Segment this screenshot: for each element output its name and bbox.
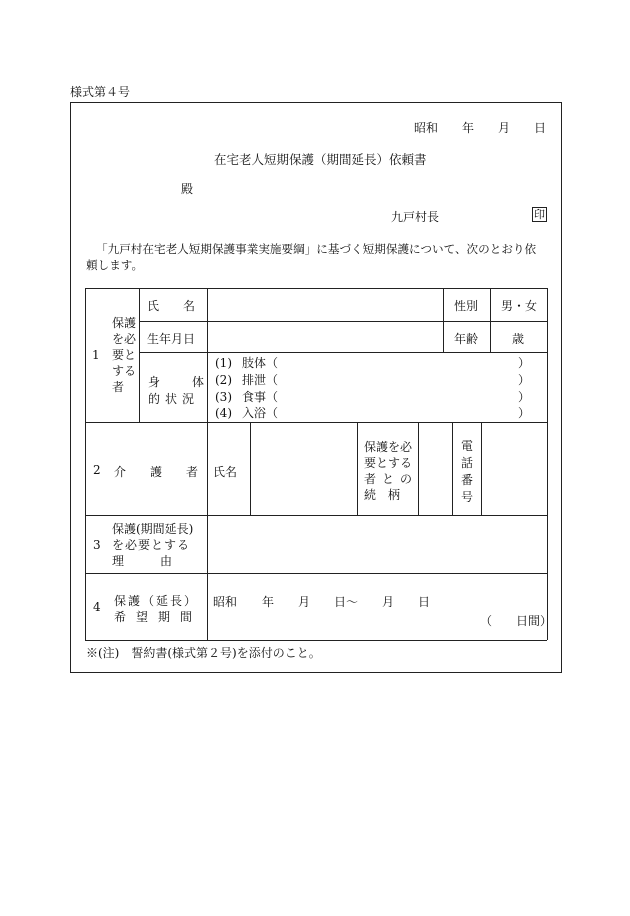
dob-label: 生年月日 — [147, 332, 196, 346]
relation-label: 保護を必 要とする 者との 続 柄 — [364, 440, 419, 502]
phone-field[interactable] — [483, 424, 545, 515]
date-year: 年 — [462, 121, 475, 135]
period-era: 昭和 — [213, 595, 238, 609]
physical-label-1: 身 体 — [148, 375, 215, 389]
phone-label: 電 話 番 号 — [461, 439, 474, 504]
physical-item-3[interactable]: (3) 食事（ ） — [215, 390, 530, 404]
date-month: 月 — [498, 121, 511, 135]
addressee-suffix: 殿 — [181, 182, 194, 196]
date-era: 昭和 — [414, 121, 439, 135]
reason-label: 保護(期間延長) を必要とする 理 由 — [112, 522, 194, 568]
name-label: 氏 名 — [147, 299, 196, 313]
period-label-2: 希望期間 — [114, 610, 203, 624]
age-unit: 歳 — [512, 332, 525, 346]
period-label-1: 保護（延長） — [114, 594, 199, 608]
name-field[interactable] — [208, 289, 443, 320]
physical-item-4[interactable]: (4) 入浴（ ） — [215, 406, 530, 420]
physical-item-2[interactable]: (2) 排泄（ ） — [215, 373, 530, 387]
period-year: 年 — [262, 595, 275, 609]
section-1-number: 1 — [92, 348, 100, 362]
issuer-name: 九戸村長 — [391, 210, 440, 224]
intro-line-2: 頼します。 — [86, 258, 144, 272]
caregiver-name-field[interactable] — [251, 424, 355, 515]
section-3-number: 3 — [93, 538, 101, 552]
date-day: 日 — [534, 121, 547, 135]
dob-field[interactable] — [208, 322, 443, 352]
caregiver-label: 介 護 者 — [114, 465, 205, 479]
period-month-2: 月 — [382, 595, 395, 609]
physical-label-2: 的状況 — [148, 392, 200, 406]
section-1-label: 保護 を必 要と する 者 — [112, 316, 137, 394]
form-number: 様式第４号 — [70, 85, 131, 99]
section-2-number: 2 — [93, 463, 101, 477]
period-day-2: 日 — [418, 595, 431, 609]
period-day-from: 日〜 — [334, 595, 359, 609]
section-4-number: 4 — [93, 600, 101, 614]
document-title: 在宅老人短期保護（期間延長）依頼書 — [214, 152, 427, 167]
reason-field[interactable] — [208, 516, 546, 572]
intro-line-1: 「九戸村在宅老人短期保護事業実施要綱」に基づく短期保護について、次のとおり依 — [96, 242, 537, 256]
gender-label: 性別 — [454, 299, 479, 313]
seal-mark: 印 — [534, 208, 545, 221]
footnote: ※(注) 誓約書(様式第２号)を添付のこと。 — [86, 646, 321, 660]
age-label: 年齢 — [454, 332, 479, 346]
period-month: 月 — [298, 595, 311, 609]
physical-item-1[interactable]: (1) 肢体（ ） — [215, 356, 530, 370]
caregiver-name-label: 氏名 — [213, 465, 238, 479]
gender-value[interactable]: 男・女 — [501, 299, 538, 313]
relation-field[interactable] — [419, 424, 451, 515]
period-days[interactable]: （ 日間） — [480, 614, 553, 628]
